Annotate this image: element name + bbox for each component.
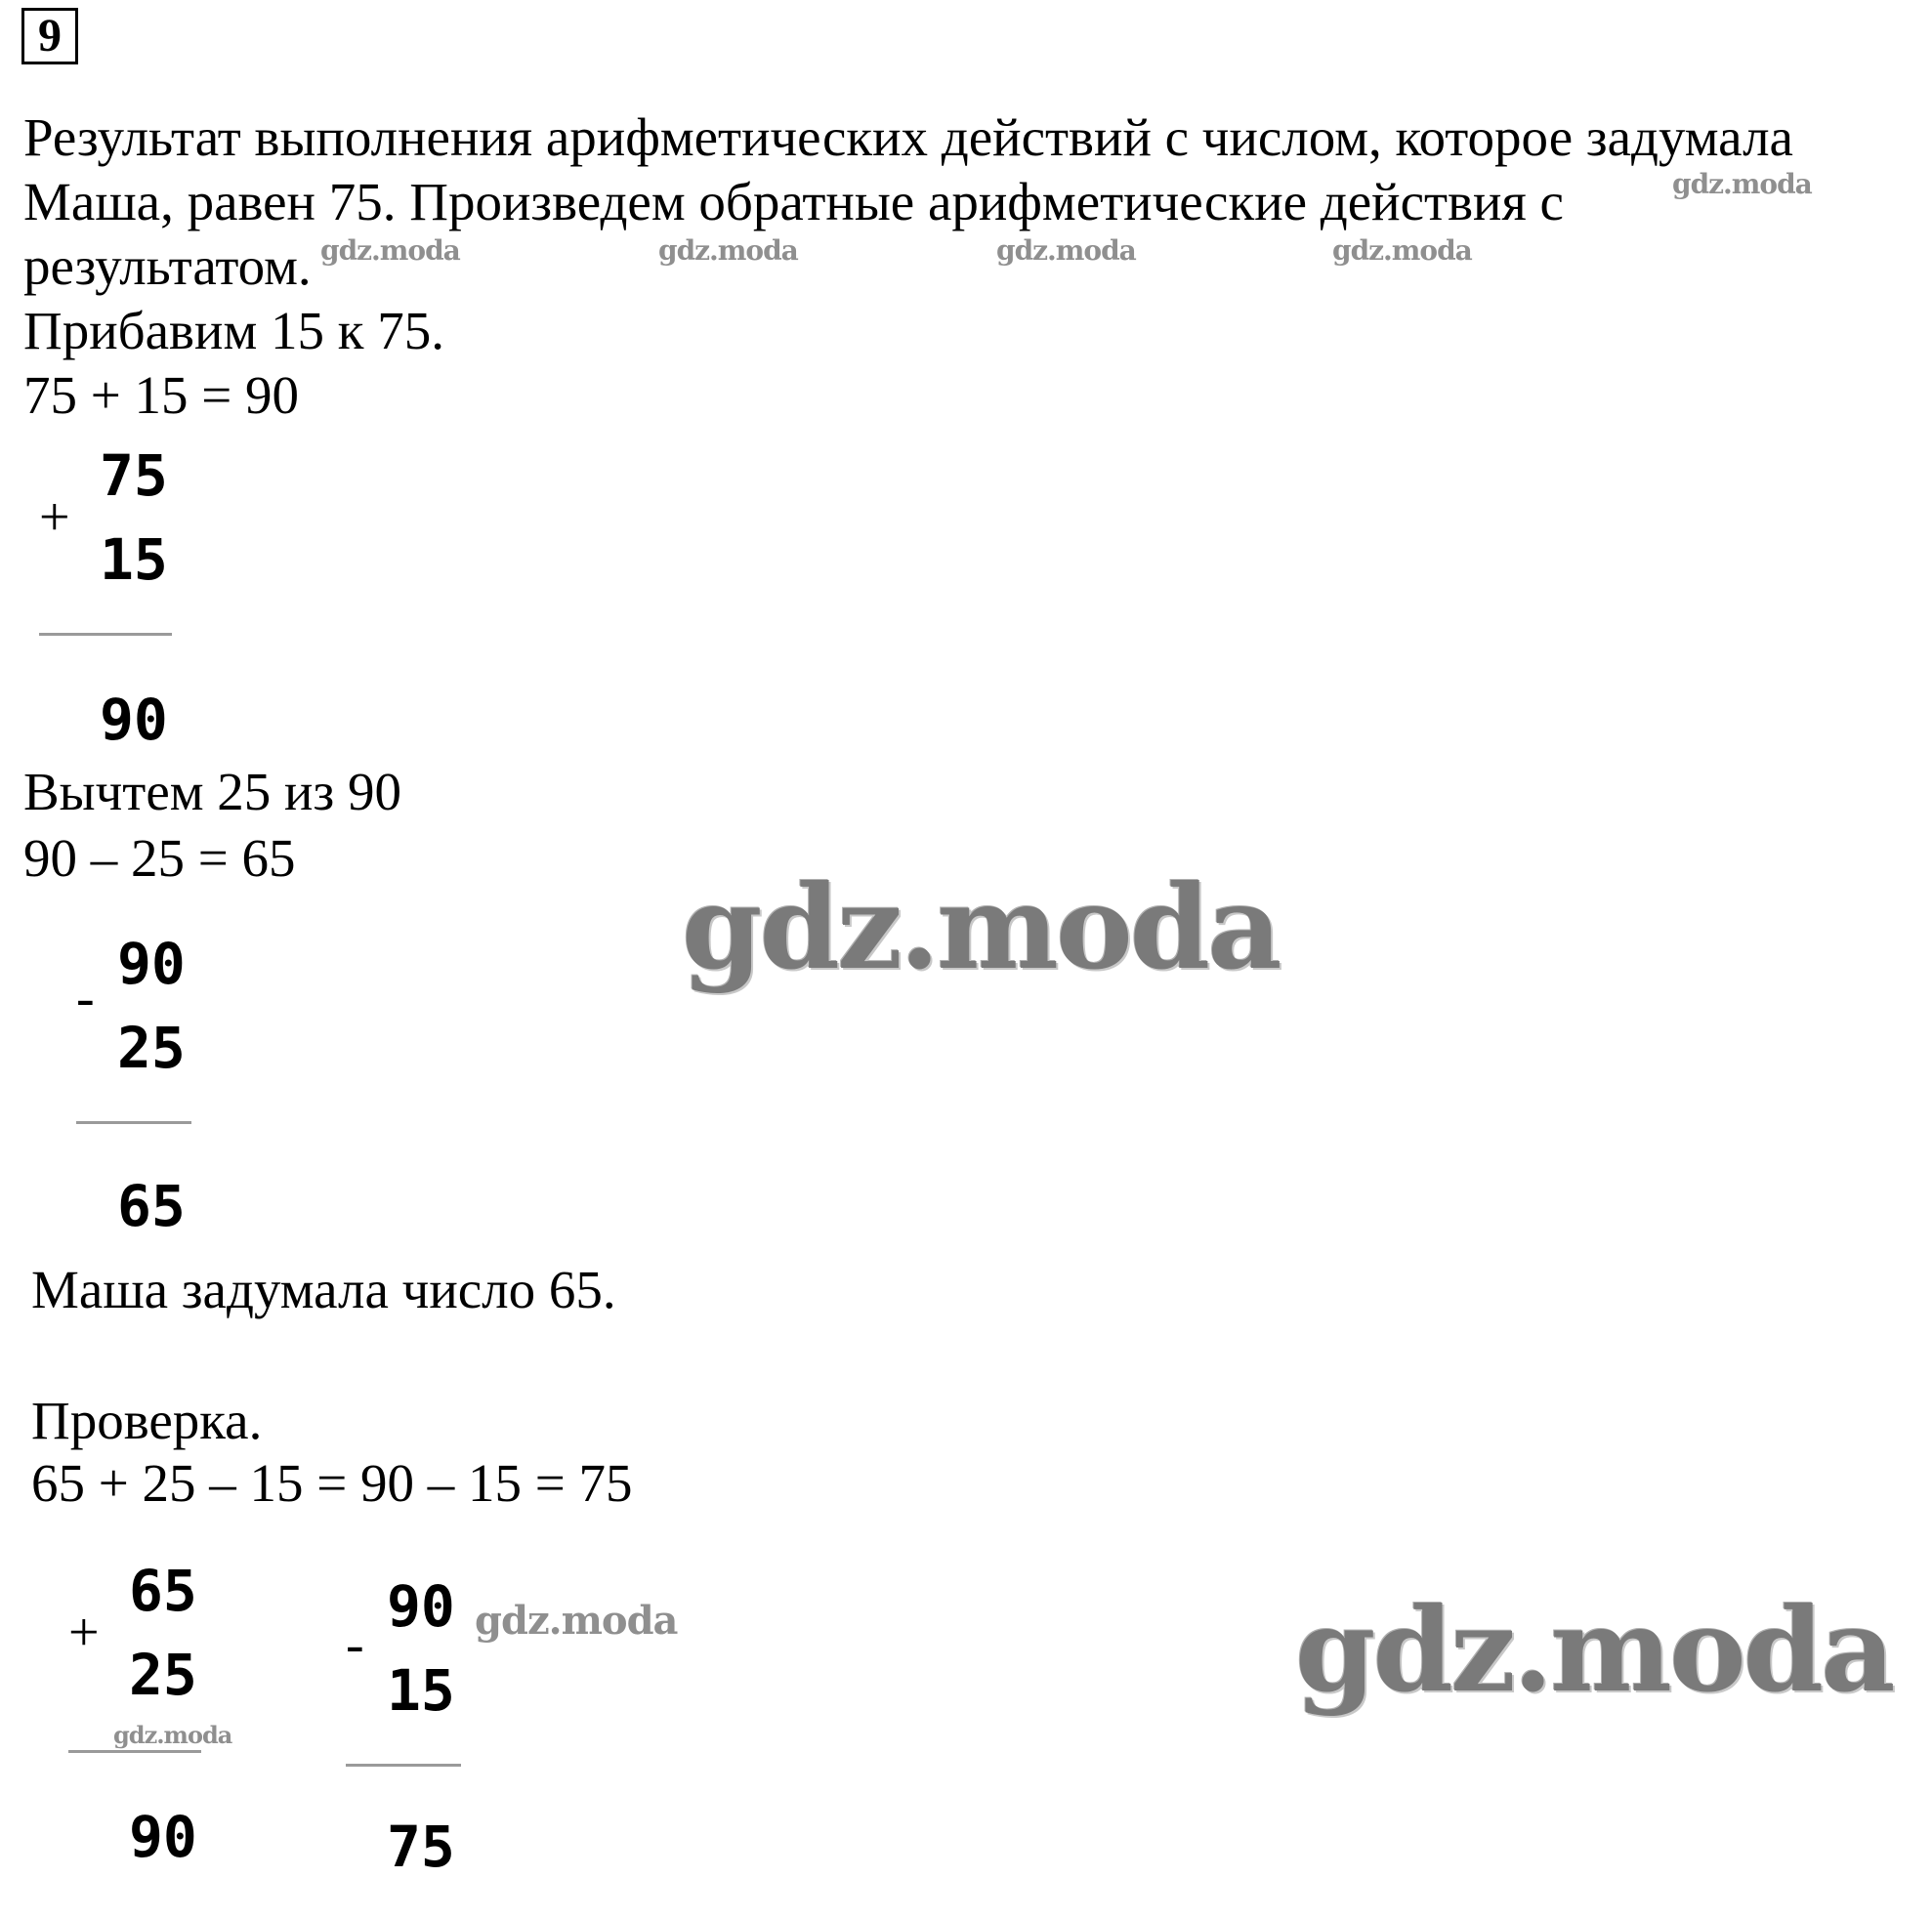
watermark-logo: gdz.moda xyxy=(113,1721,232,1749)
step2-equation: 90 – 25 = 65 xyxy=(23,828,296,888)
result: 90 xyxy=(129,1804,197,1870)
result: 65 xyxy=(117,1173,186,1239)
watermark-logo-large: gdz.moda xyxy=(682,859,1280,995)
intro-line-1: Результат выполнения арифметических действий с числом, которое задумала xyxy=(23,107,1793,167)
watermark-logo: gdz.moda xyxy=(1332,234,1472,267)
check-equation: 65 + 25 – 15 = 90 – 15 = 75 xyxy=(31,1453,633,1513)
minus-sign: - xyxy=(76,968,95,1028)
operand-top: 90 xyxy=(387,1573,455,1640)
operand-top: 90 xyxy=(117,931,186,997)
plus-sign: + xyxy=(68,1603,100,1663)
step2-text: Вычтем 25 из 90 xyxy=(23,762,401,821)
operand-top: 75 xyxy=(100,442,168,509)
step1-equation: 75 + 15 = 90 xyxy=(23,365,300,425)
watermark-logo: gdz.moda xyxy=(996,234,1136,267)
difference-rule xyxy=(76,1121,191,1124)
watermark-logo-large: gdz.moda xyxy=(1295,1582,1893,1718)
task-number: 9 xyxy=(38,10,62,62)
difference-rule xyxy=(346,1764,461,1767)
operand-bottom: 15 xyxy=(100,526,168,593)
answer: Маша задумала число 65. xyxy=(31,1260,616,1319)
sum-rule xyxy=(39,633,172,636)
task-number-badge xyxy=(21,8,78,64)
watermark-logo: gdz.moda xyxy=(658,234,798,267)
operand-bottom: 25 xyxy=(129,1642,197,1708)
operand-top: 65 xyxy=(129,1558,197,1624)
watermark-logo: gdz.moda xyxy=(475,1598,678,1644)
result: 75 xyxy=(387,1814,455,1880)
result: 90 xyxy=(100,687,168,753)
plus-sign: + xyxy=(39,487,70,548)
operand-bottom: 25 xyxy=(117,1015,186,1081)
watermark-logo: gdz.moda xyxy=(1672,168,1812,200)
minus-sign: - xyxy=(346,1614,364,1675)
step1-text: Прибавим 15 к 75. xyxy=(23,301,444,360)
sum-rule xyxy=(68,1750,201,1753)
check-title: Проверка. xyxy=(31,1391,263,1450)
operand-bottom: 15 xyxy=(387,1657,455,1724)
intro-line-3: результатом. xyxy=(23,236,312,296)
watermark-logo: gdz.moda xyxy=(320,234,460,267)
intro-line-2: Маша, равен 75. Произведем обратные арифметические действия с xyxy=(23,172,1564,231)
